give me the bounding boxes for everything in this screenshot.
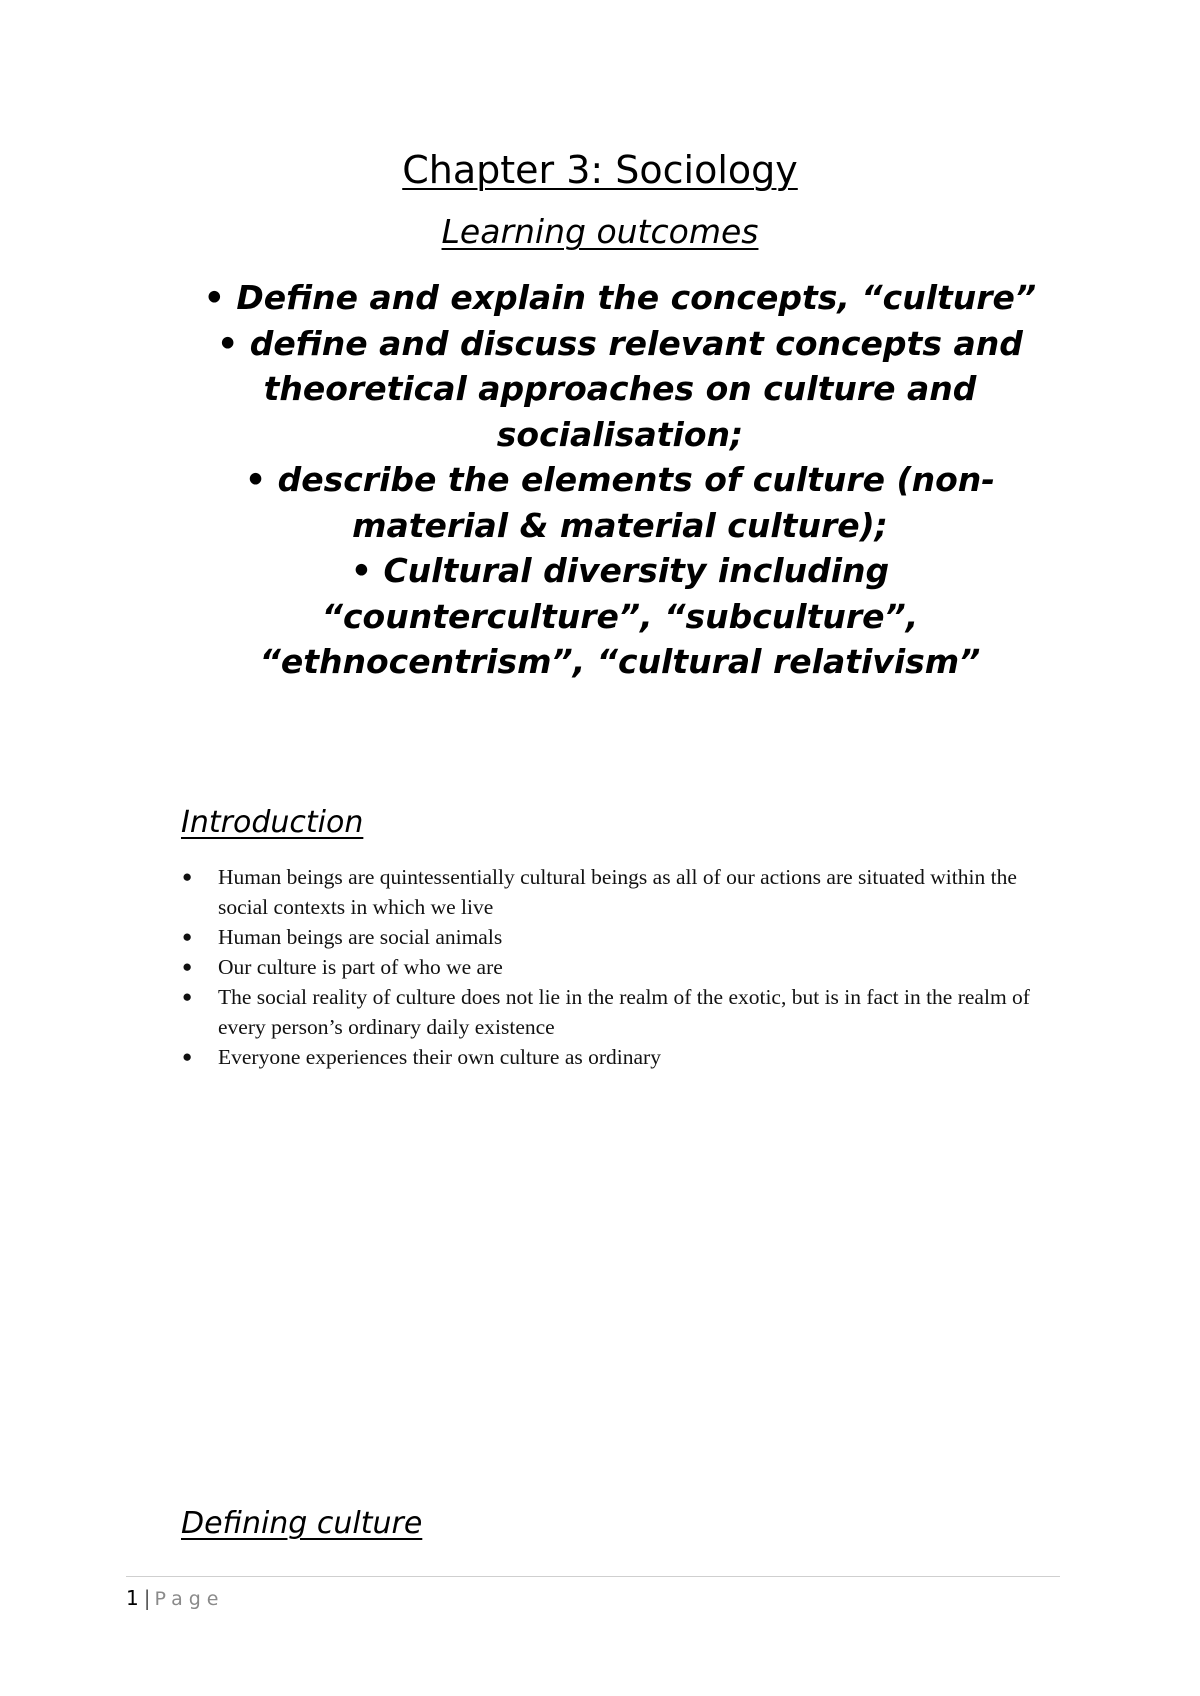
footer-divider	[126, 1576, 1060, 1577]
introduction-text: Our culture is part of who we are	[218, 955, 503, 979]
introduction-text: Human beings are quintessentially cultural beings as all of our actions are situated within the social contexts in which we live	[218, 865, 1017, 919]
bullet-icon: ●	[182, 927, 193, 946]
learning-outcome-item	[190, 275, 1050, 321]
footer-separator: |	[143, 1586, 151, 1610]
introduction-text: Human beings are social animals	[218, 925, 503, 949]
introduction-item	[181, 952, 1061, 982]
bullet-icon: •	[217, 323, 239, 363]
bullet-icon: ●	[182, 1047, 193, 1066]
page-footer	[126, 1584, 224, 1613]
chapter-title: Chapter 3: Sociology	[402, 148, 798, 192]
introduction-item	[181, 1042, 1061, 1072]
page-number: 1	[126, 1586, 139, 1610]
introduction-heading: Introduction	[181, 805, 364, 840]
bullet-icon: ●	[182, 987, 193, 1006]
bullet-icon: •	[203, 278, 225, 317]
page-label: Page	[154, 1588, 225, 1610]
learning-outcome-item	[190, 548, 1050, 685]
learning-outcomes-heading: Learning outcomes	[441, 212, 759, 251]
learning-outcome-item	[190, 457, 1050, 548]
bullet-icon: •	[350, 551, 372, 590]
bullet-icon: ●	[182, 867, 193, 886]
learning-outcome-item	[190, 321, 1050, 458]
introduction-item	[181, 982, 1061, 1042]
introduction-item	[181, 922, 1061, 952]
learning-outcome-text: describe the elements of culture (non-material & material culture);	[277, 460, 995, 545]
learning-outcomes-list	[190, 275, 1050, 685]
learning-outcome-text: define and discuss relevant concepts and theoretical approaches on culture and socialisation;	[249, 323, 1023, 454]
introduction-text: Everyone experiences their own culture as ordinary	[218, 1045, 661, 1069]
introduction-text: The social reality of culture does not lie in the realm of the exotic, but is in fact in the realm of every person’s ordinary daily existence	[218, 985, 1030, 1039]
defining-culture-heading: Defining culture	[181, 1506, 423, 1541]
learning-outcome-text: Define and explain the concepts, “culture”	[236, 278, 1037, 317]
bullet-icon: ●	[182, 957, 193, 976]
learning-outcome-text: Cultural diversity including “counterculture”, “subculture”, “ethnocentrism”, “cultural relativism”	[259, 551, 981, 681]
bullet-icon: •	[245, 460, 267, 499]
introduction-list	[181, 862, 1061, 1072]
introduction-item	[181, 862, 1061, 922]
